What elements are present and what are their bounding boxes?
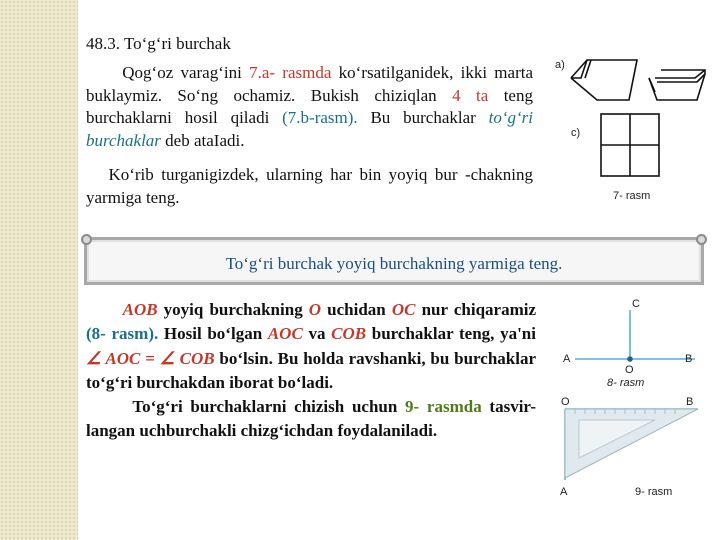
fig7-caption: 7- rasm — [613, 190, 651, 202]
p3-text-1: yoyiq burchakning — [157, 300, 309, 319]
vertex-o: O — [308, 300, 322, 319]
ref-8: (8- rasm). — [86, 324, 159, 344]
fig8-label-c: C — [632, 298, 640, 310]
set-square-cutout — [579, 420, 655, 458]
figure-7-folding — [545, 48, 715, 208]
paragraph-folding — [86, 62, 533, 152]
p3-text-4: Hosil bo‘lgan — [158, 324, 268, 344]
ref-7a: 7.a- rasmda — [249, 63, 332, 82]
fig8-label-o: O — [625, 364, 634, 376]
para1-text-5: deb ataIadi. — [160, 130, 245, 150]
fig8-caption: 8- rasm — [607, 377, 645, 388]
figure-9-set-square — [555, 392, 705, 500]
rule-callout-box — [84, 237, 704, 285]
point-o — [627, 356, 633, 362]
fig9-label-o: O — [561, 396, 570, 408]
four-count: 4 ta — [452, 85, 489, 105]
angle-aob: AOB — [122, 300, 158, 319]
rule-statement: To‘g‘ri burchak yoyiq burchakning yarmiga teng. — [225, 254, 563, 273]
fig8-label-b: B — [685, 353, 693, 365]
equality-expression: ∠ AOC = ∠ COB — [86, 348, 215, 368]
p3-text-3: nur chiqaramiz — [415, 300, 536, 319]
p4-text-2: tasvir-langan uchburchakli chizg‘ichdan foydalaniladi. — [86, 397, 536, 441]
figure-8-right-angle — [555, 292, 705, 388]
fig9-caption: 9- rasm — [635, 486, 673, 498]
para2-text: Ko‘rib turganigizdek, ularning har bin yoyiq bur -chakning yarmiga teng. — [86, 165, 533, 207]
box-corner-dot — [696, 234, 707, 245]
para1-text-2: ko‘rsatilganidek, ikki marta buklaymiz. So‘ng ochamiz. Bukish chiziqlan — [86, 63, 533, 105]
fig9-label-a: A — [560, 486, 568, 498]
para1-text-1: Qog‘oz varag‘ini — [122, 63, 250, 82]
angle-cob: COB — [331, 324, 367, 344]
para1-text-4: Bu burchaklar — [357, 108, 489, 127]
paragraph-ray-construction — [86, 298, 536, 444]
p3-text-6: burchaklar teng, ya'ni — [366, 324, 536, 344]
section-heading: 48.3. To‘g‘ri burchak — [86, 34, 231, 53]
p3-text-2: uchidan — [321, 300, 392, 319]
ref-7b: (7.b-rasm). — [282, 108, 358, 127]
paragraph-half-straight — [86, 164, 533, 209]
ray-oc: OC — [391, 300, 416, 319]
fig7-label-c: c) — [571, 127, 581, 139]
term-right-angles: to‘g‘ri burchaklar — [86, 108, 533, 150]
box-corner-dot — [81, 234, 92, 245]
ref-9: 9- rasmda — [405, 397, 482, 417]
fig9-label-b: B — [686, 396, 694, 408]
p4-text-1: To‘g‘ri burchaklarni chizish uchun — [132, 397, 406, 417]
p3-text-5: va — [302, 324, 332, 344]
angle-aoc: AOC — [267, 324, 303, 344]
fig8-label-a: A — [563, 353, 571, 365]
fig7-label-a: a) — [555, 59, 565, 71]
decorative-side-stripe — [0, 0, 78, 540]
p3-text-7: bo‘lsin. Bu holda ravshanki, bu burchaklar to‘g‘ri burchakdan iborat bo‘ladi. — [86, 348, 536, 392]
para1-text-3: teng burchaklarni hosil qiladi — [86, 85, 533, 127]
